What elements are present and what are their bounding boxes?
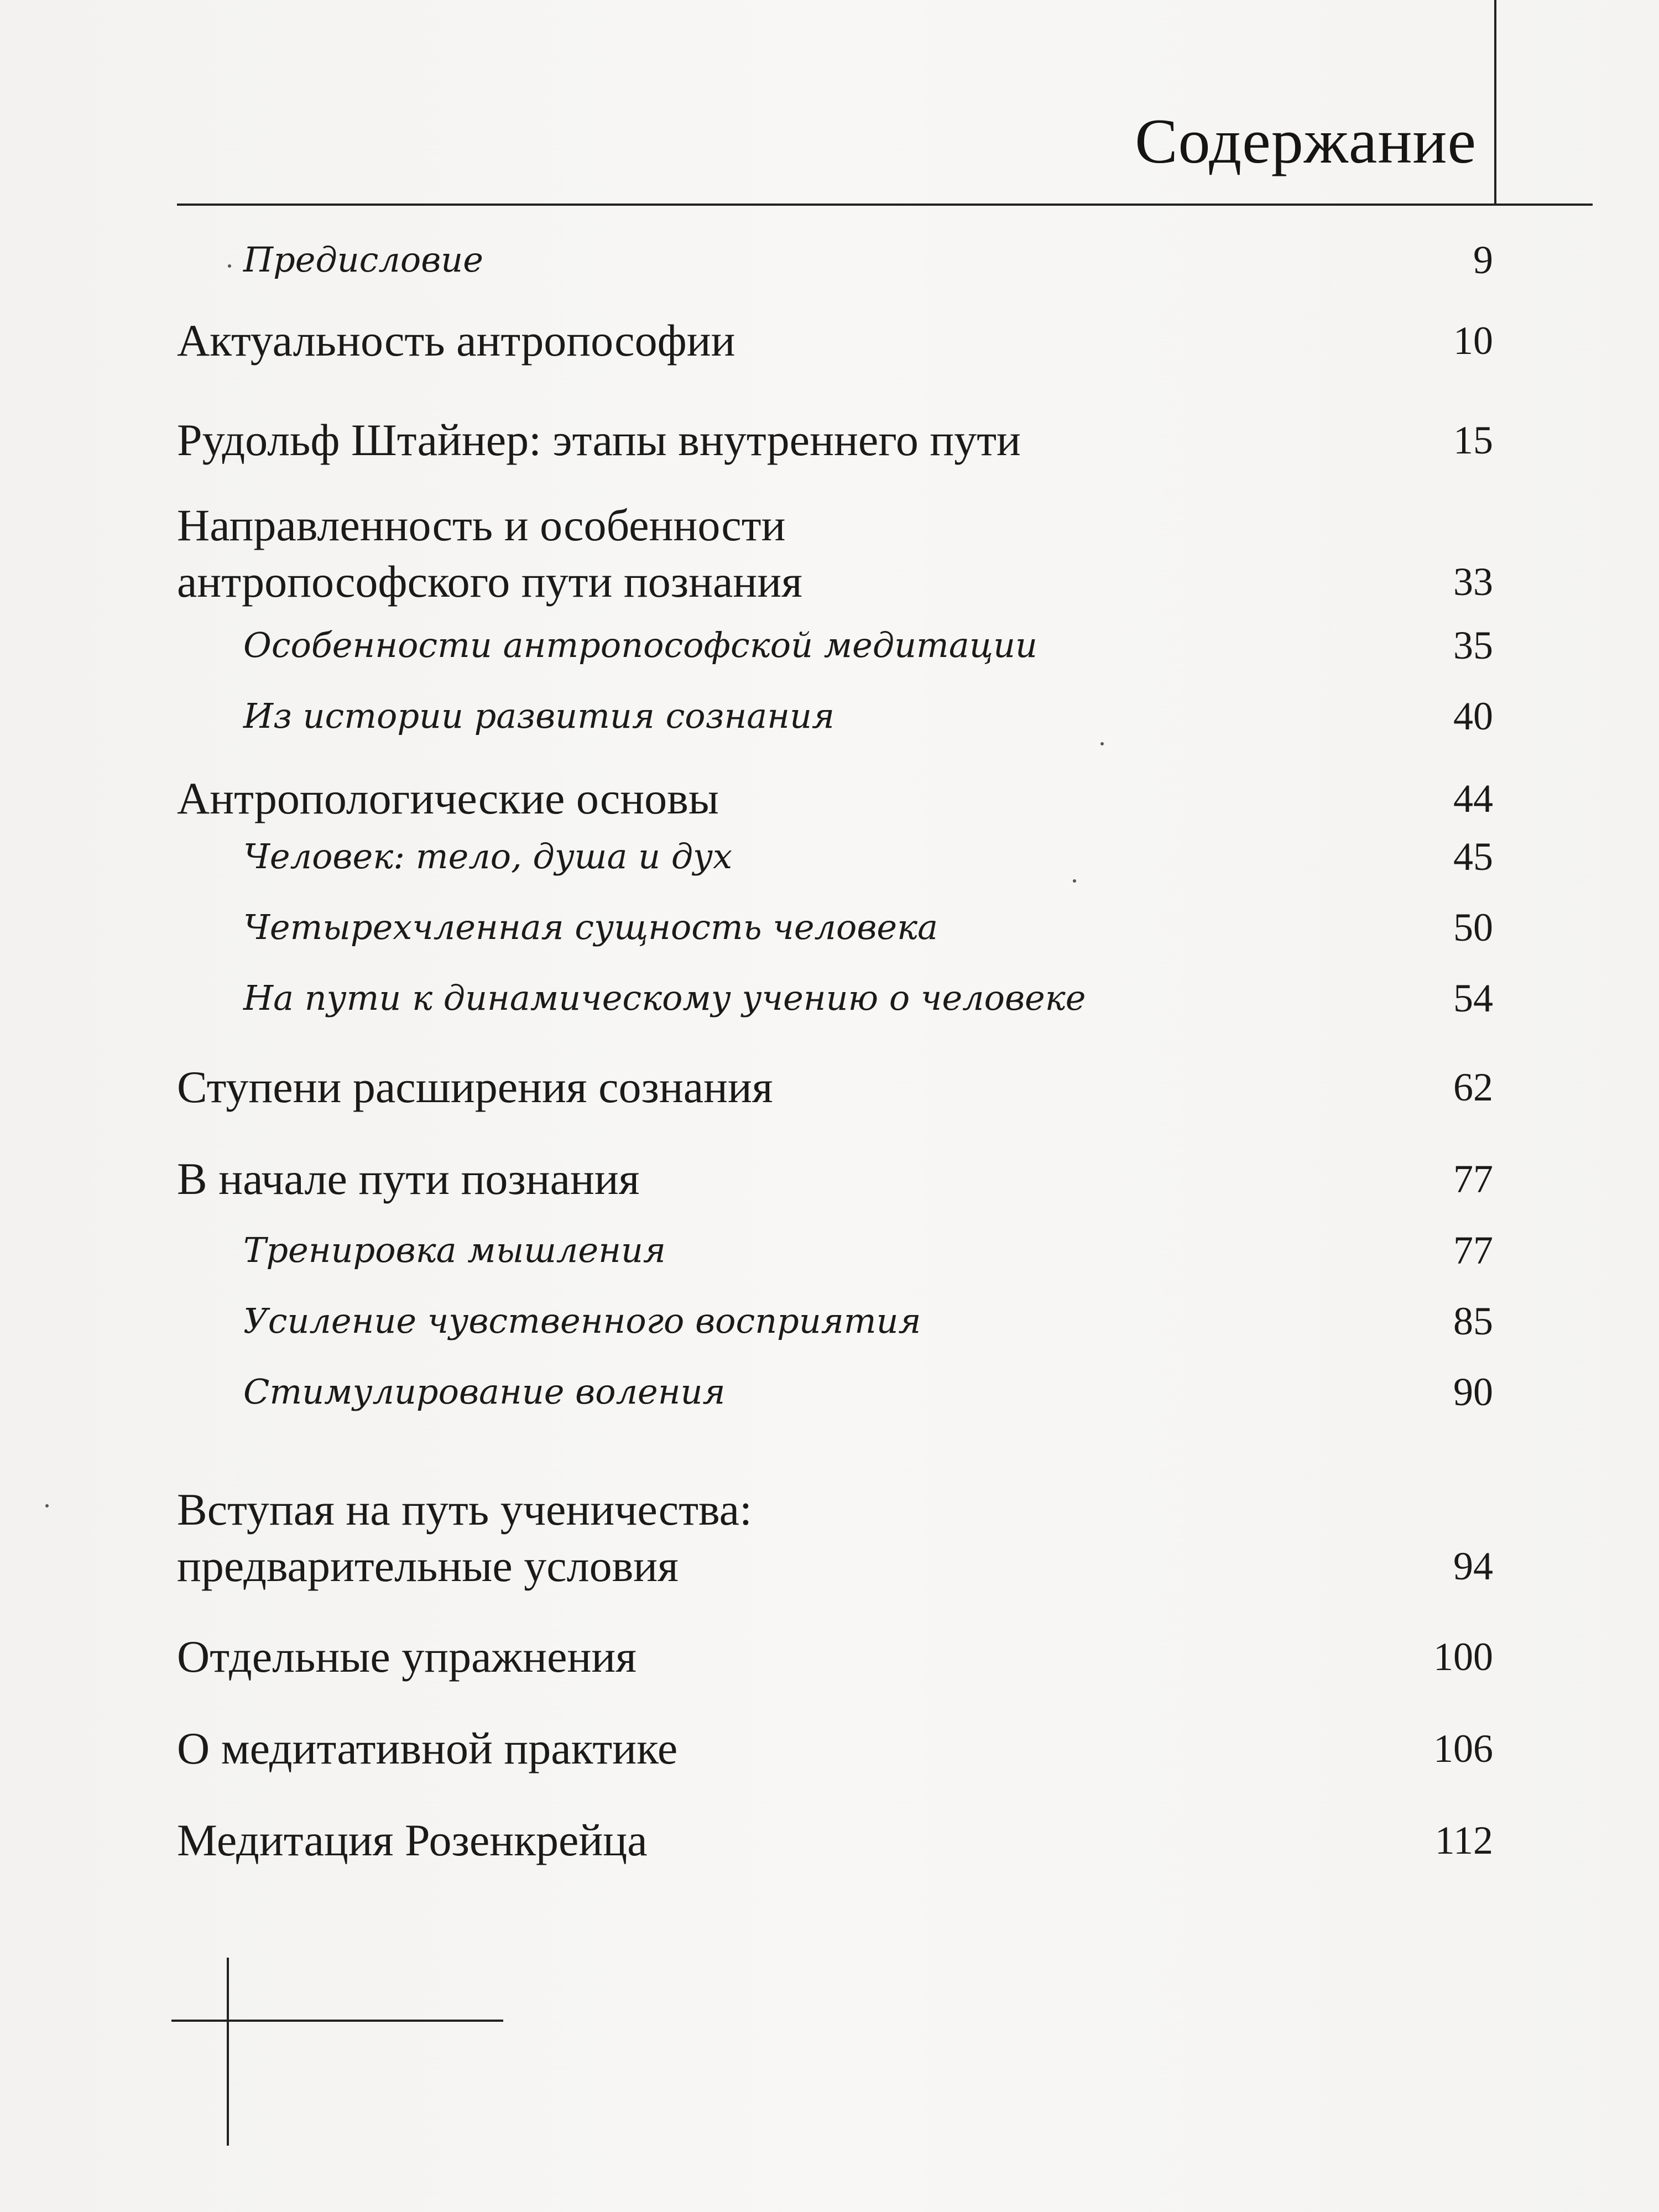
- toc-entry-page: 77: [1453, 1157, 1493, 1201]
- table-of-contents: [177, 221, 1493, 1869]
- toc-entry-label: Рудольф Штайнер: этапы внутреннего пути: [177, 415, 1021, 465]
- toc-entry: [177, 829, 1493, 884]
- toc-entry-label: Четырехчленная сущность человека: [243, 907, 938, 947]
- toc-entry: [177, 1293, 1493, 1349]
- toc-entry-page: 9: [1473, 238, 1493, 282]
- toc-entry-label: Вступая на путь ученичества: предварительные условия: [177, 1484, 752, 1591]
- crop-mark-horizontal-bottom: [171, 2020, 503, 2022]
- toc-entry: [177, 232, 1493, 288]
- toc-entry-page: 50: [1453, 905, 1493, 950]
- toc-entry-label: В начале пути познания: [177, 1154, 640, 1204]
- toc-entry-label: Усиление чувственного восприятия: [243, 1301, 921, 1341]
- print-speck: [45, 1504, 49, 1507]
- toc-entry: [177, 618, 1493, 673]
- toc-entry-page: 44: [1453, 776, 1493, 821]
- toc-entry: [177, 1812, 1493, 1869]
- toc-entry-label: Тренировка мышления: [243, 1230, 666, 1270]
- toc-entry-page: 90: [1453, 1370, 1493, 1414]
- toc-entry-page: 45: [1453, 834, 1493, 879]
- toc-entry-label: Особенности антропософской медитации: [243, 625, 1037, 665]
- toc-entry: [177, 312, 1493, 369]
- toc-entry: [177, 688, 1493, 744]
- crop-mark-vertical-top: [1494, 0, 1496, 205]
- toc-entry-page: 35: [1453, 623, 1493, 667]
- toc-entry-label: Актуальность антропософии: [177, 315, 735, 366]
- toc-entry-page: 112: [1434, 1818, 1493, 1863]
- toc-entry-label: О медитативной практике: [177, 1723, 678, 1773]
- toc-entry-label: Антропологические основы: [177, 773, 719, 823]
- toc-entry: [177, 1364, 1493, 1420]
- toc-entry-label: Предисловие: [243, 239, 483, 280]
- toc-entry: [177, 1720, 1493, 1777]
- toc-entry-page: 85: [1453, 1299, 1493, 1343]
- toc-entry: [177, 971, 1493, 1026]
- page-title: Содержание: [1135, 106, 1477, 177]
- toc-entry-page: 77: [1453, 1228, 1493, 1272]
- toc-entry-label: Направленность и особенности антропософского пути познания: [177, 500, 802, 607]
- toc-entry-page: 10: [1453, 319, 1493, 363]
- crop-mark-vertical-bottom: [227, 1958, 229, 2146]
- toc-entry-page: 40: [1453, 694, 1493, 738]
- toc-entry-label: Человек: тело, душа и дух: [243, 836, 733, 877]
- toc-entry: [177, 1223, 1493, 1278]
- toc-entry-page: 94: [1453, 1544, 1493, 1588]
- toc-entry-page: 15: [1453, 418, 1493, 462]
- title-rule: [177, 204, 1593, 206]
- toc-entry: [177, 412, 1493, 468]
- toc-entry-label: Из истории развития сознания: [243, 696, 835, 736]
- toc-entry-label: Отдельные упражнения: [177, 1631, 637, 1682]
- toc-entry: [177, 1481, 1493, 1594]
- toc-entry: [177, 1629, 1493, 1685]
- toc-entry-page: 100: [1433, 1635, 1493, 1679]
- toc-entry-page: 54: [1453, 976, 1493, 1020]
- toc-entry-label: На пути к динамическому учению о человеке: [243, 978, 1086, 1018]
- toc-entry: [177, 900, 1493, 955]
- toc-entry: [177, 770, 1493, 827]
- toc-entry: [177, 497, 1493, 610]
- toc-entry: [177, 1151, 1493, 1207]
- toc-entry-page: 33: [1453, 560, 1493, 604]
- toc-entry-label: Ступени расширения сознания: [177, 1062, 773, 1112]
- toc-entry-label: Стимулирование воления: [243, 1371, 726, 1412]
- toc-entry-page: 62: [1453, 1065, 1493, 1109]
- toc-entry: [177, 1059, 1493, 1115]
- toc-entry-label: Медитация Розенкрейца: [177, 1815, 648, 1865]
- toc-entry-page: 106: [1433, 1726, 1493, 1771]
